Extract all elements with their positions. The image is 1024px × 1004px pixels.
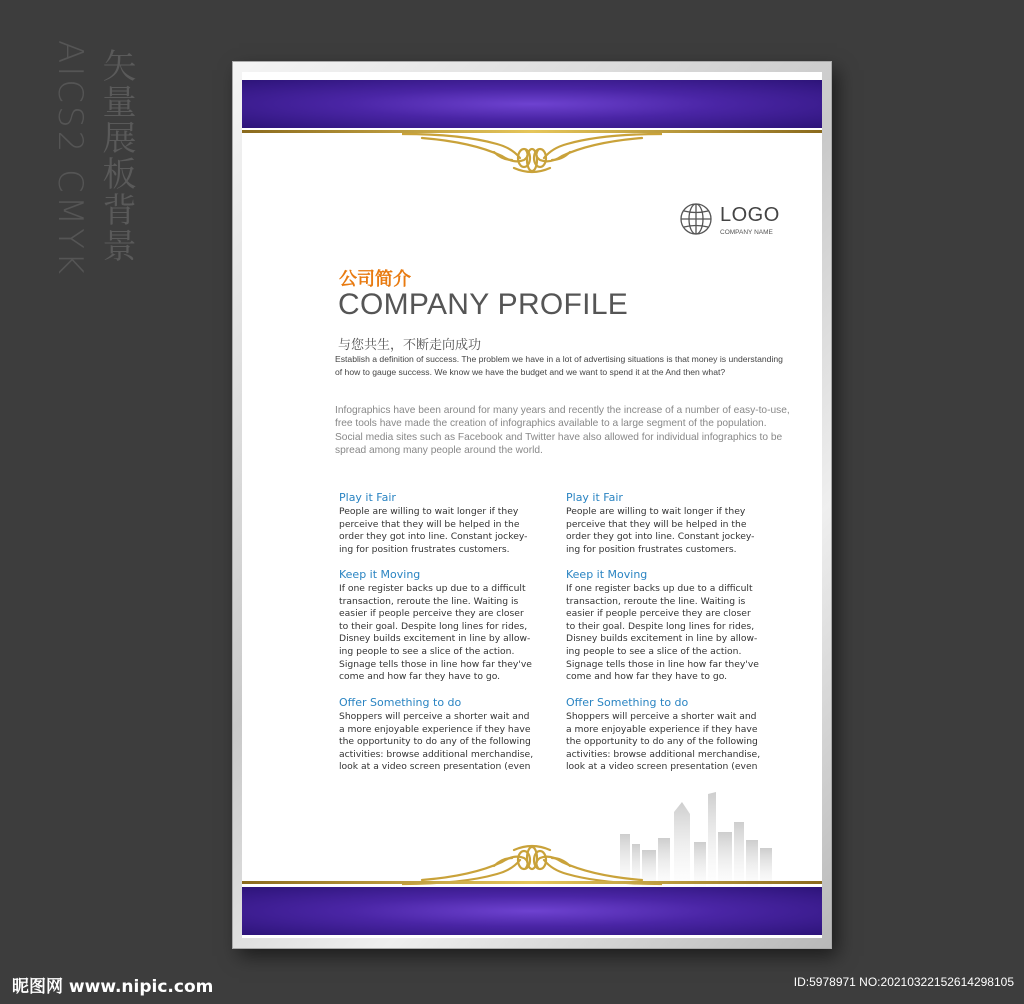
- section-title: Keep it Moving: [566, 568, 648, 581]
- watermark-id: ID:5978971 NO:20210322152614298105: [793, 975, 1014, 989]
- section-body: Shoppers will perceive a shorter wait and a more enjoyable experience if they have the opportunity to do any of the following activities: browse additional merchandise, look at a video screen presentation (even: [339, 711, 534, 773]
- section: [566, 568, 776, 684]
- section-title: Play it Fair: [566, 491, 623, 504]
- top-purple-band: [242, 80, 822, 128]
- section-title: Offer Something to do: [566, 696, 689, 709]
- section-body: People are willing to wait longer if they perceive that they will be helped in the order they got into line. Constant jockey- ing for position frustrates customers.: [566, 506, 755, 555]
- side-title-english: AICS2 CMYK: [50, 40, 90, 278]
- top-gold-ornament: [402, 130, 662, 174]
- section: [566, 696, 776, 774]
- company-name: COMPANY NAME: [720, 229, 773, 236]
- subtitle-chinese: 与您共生，不断走向成功: [338, 338, 482, 353]
- section: [339, 491, 549, 556]
- section-body: If one register backs up due to a difficult transaction, reroute the line. Waiting is easier if people perceive they are closer to their goal. Despite long lines for rides, Disney builds excitement in line by allow- ing people to see a slice of the action. Signage tells those in line how far they've come and how far they have to go.: [566, 583, 759, 683]
- intro-text: Establish a definition of success. The problem we have in a lot of advertising situations is that money is understanding of how to gauge success. We know we have the budget and we want to spend it at the And then what?: [335, 354, 783, 377]
- section: [339, 568, 549, 684]
- logo-text: LOGO: [720, 204, 780, 226]
- logo: [678, 200, 798, 240]
- poster-board: [242, 72, 822, 938]
- section-body: People are willing to wait longer if they perceive that they will be helped in the order they got into line. Constant jockey- ing for position frustrates customers.: [339, 506, 528, 555]
- title-chinese: 公司简介: [339, 269, 411, 290]
- section-title: Play it Fair: [339, 491, 396, 504]
- section: [566, 491, 776, 556]
- section: [339, 696, 549, 774]
- watermark-site: 昵图网 www.nipic.com: [12, 977, 214, 997]
- bottom-purple-band: [242, 887, 822, 935]
- section-title: Keep it Moving: [339, 568, 421, 581]
- poster-frame: [233, 62, 831, 948]
- section-body: If one register backs up due to a difficult transaction, reroute the line. Waiting is easier if people perceive they are closer to their goal. Despite long lines for rides, Disney builds excitement in line by allow- ing people to see a slice of the action. Signage tells those in line how far they've come and how far they have to go.: [339, 583, 532, 683]
- section-title: Offer Something to do: [339, 696, 462, 709]
- description-paragraph: Infographics have been around for many years and recently the increase of a number of easy-to-use, free tools have made the creation of infographics available to a large segment of the population. Social media sites such as Facebook and Twitter have also allowed for individual infographics to be spread among many people around the world.: [335, 405, 790, 457]
- section-body: Shoppers will perceive a shorter wait and a more enjoyable experience if they have the opportunity to do any of the following activities: browse additional merchandise, look at a video screen presentation (even: [566, 711, 761, 773]
- side-title-chinese: 矢量展板背景: [96, 48, 136, 264]
- page-title: COMPANY PROFILE: [338, 288, 629, 321]
